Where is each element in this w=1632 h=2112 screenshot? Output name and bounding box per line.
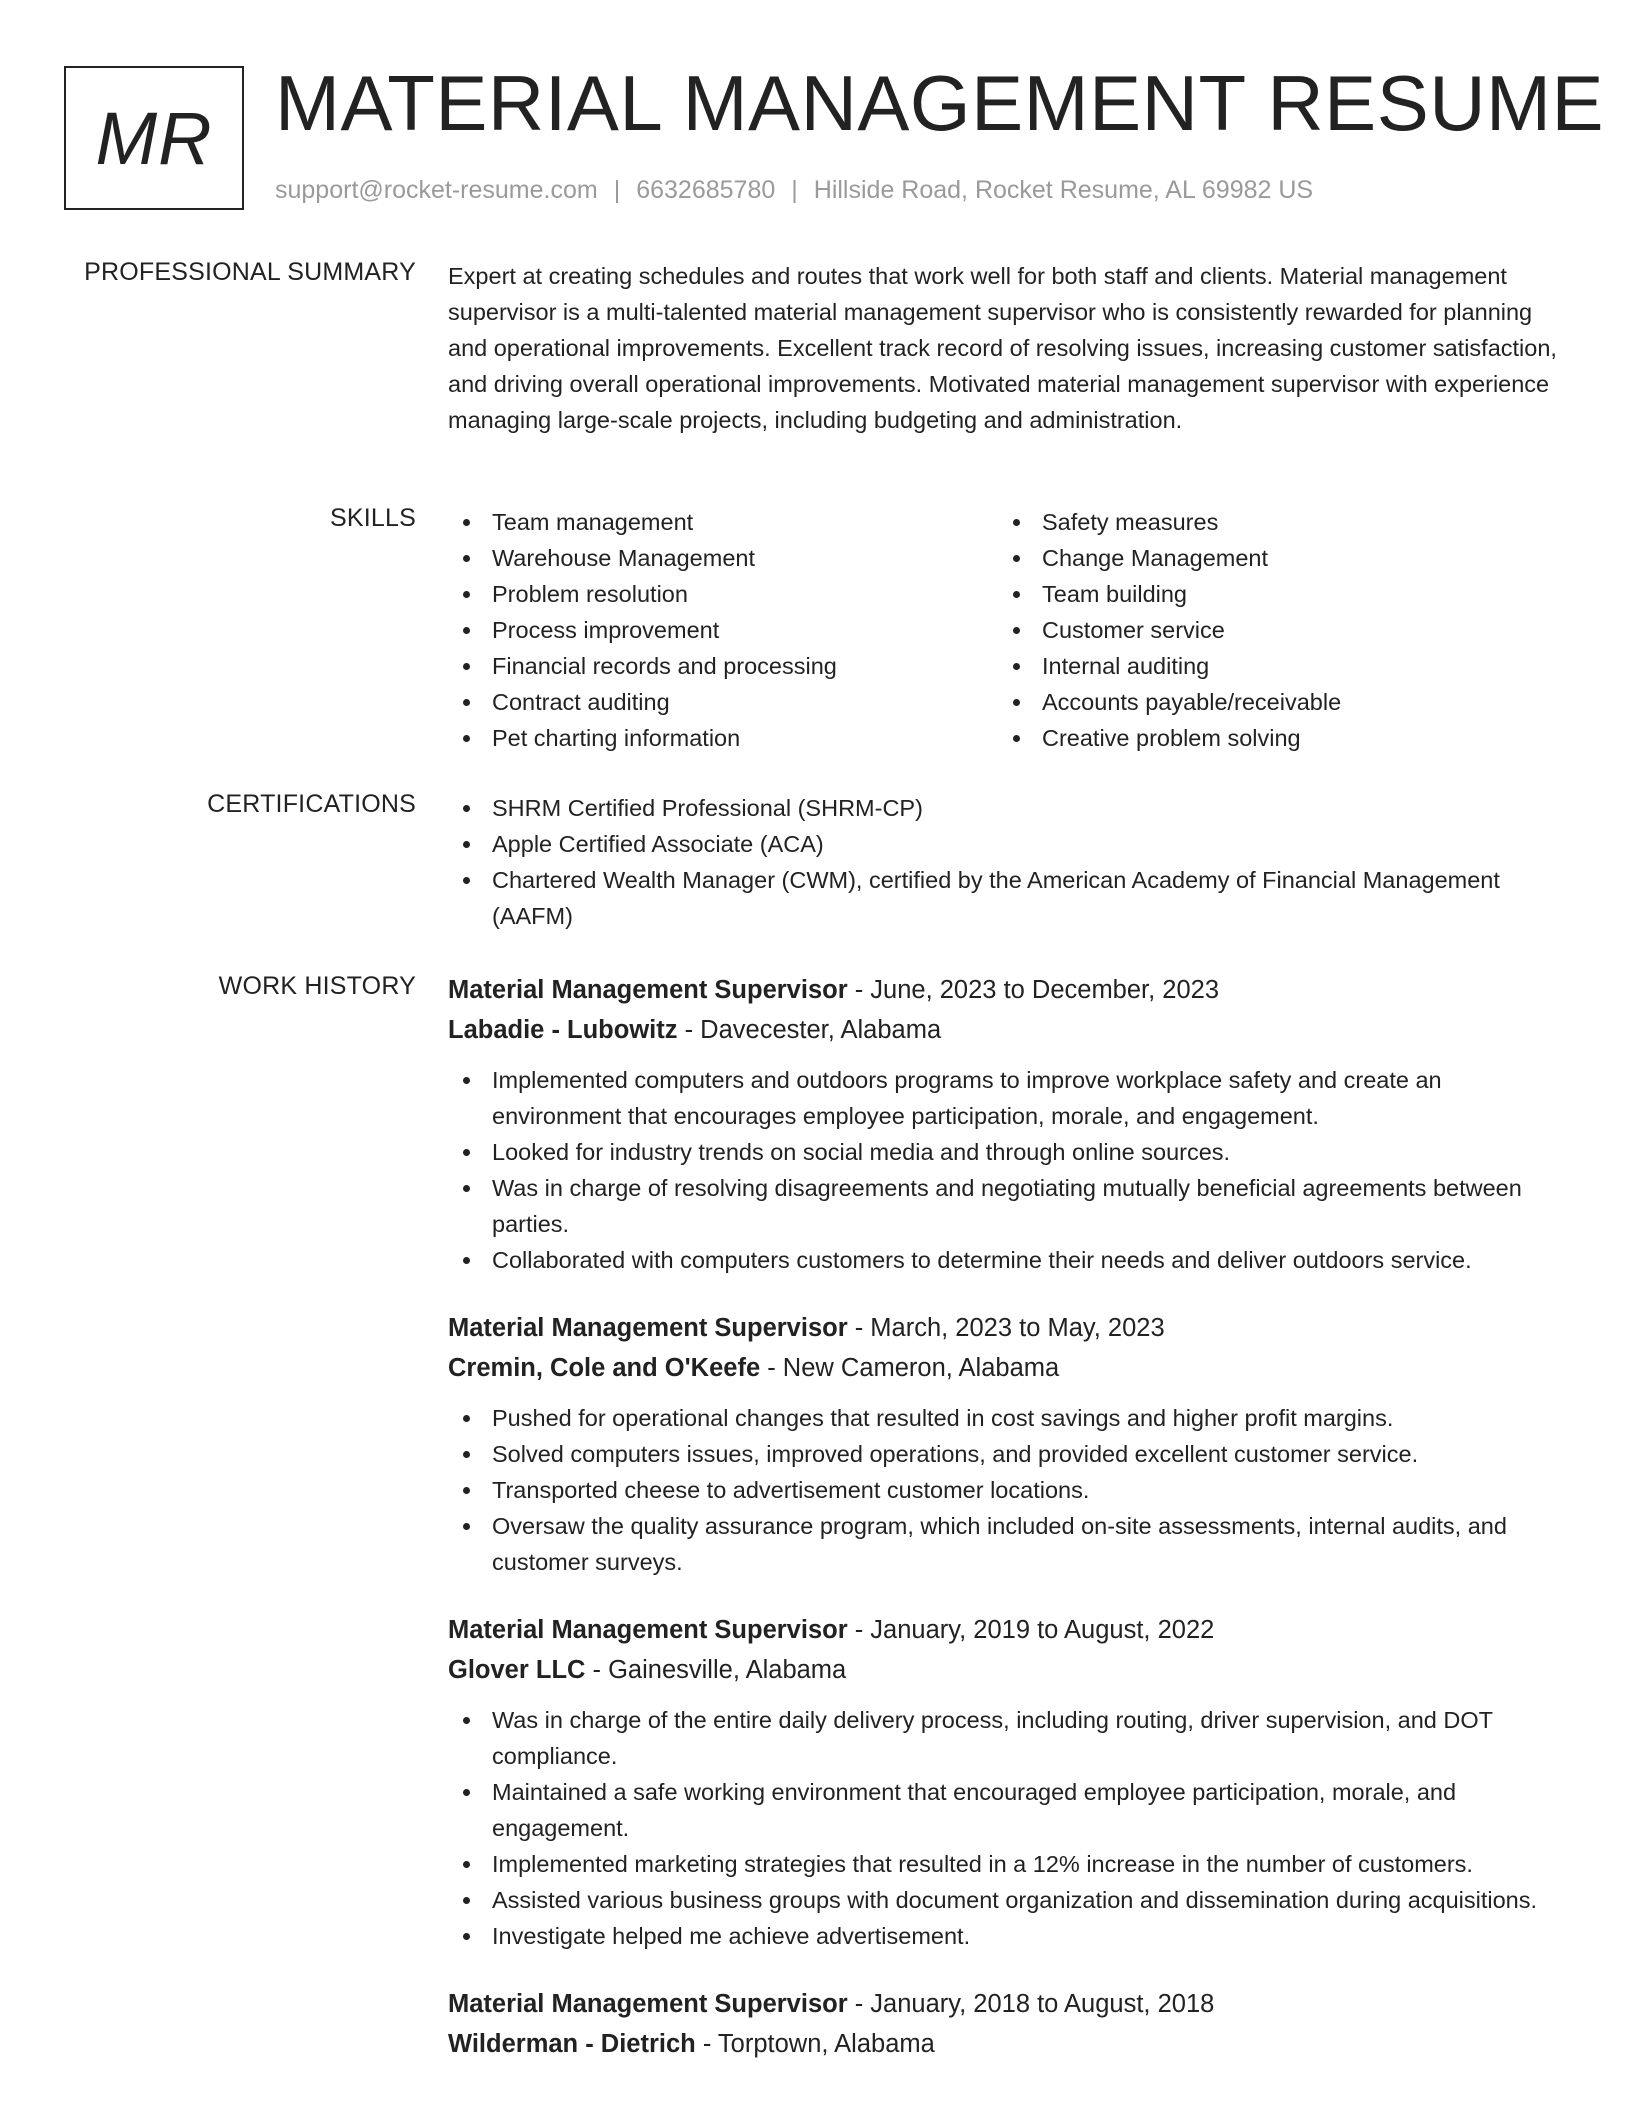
job-entry [448, 1308, 1572, 1580]
monogram-box [64, 66, 244, 210]
job-bullet: Looked for industry trends on social media and through online sources. [448, 1134, 1572, 1170]
contact-address: Hillside Road, Rocket Resume, AL 69982 US [813, 176, 1314, 204]
job-entry [448, 970, 1572, 1278]
job-location: - Torptown, Alabama [695, 2030, 935, 2058]
job-bullet: Oversaw the quality assurance program, which included on-site assessments, internal audits, and customer surveys. [448, 1508, 1572, 1580]
certification-item: Apple Certified Associate (ACA) [448, 826, 1572, 862]
skills-list-right [998, 504, 1548, 756]
skill-item: Creative problem solving [998, 720, 1548, 756]
job-bullet: Collaborated with computers customers to determine their needs and deliver outdoors service. [448, 1242, 1572, 1278]
skills-grid [448, 504, 1572, 756]
section-label-certifications: CERTIFICATIONS [207, 790, 416, 818]
job-company: Cremin, Cole and O'Keefe [448, 1354, 761, 1382]
skill-item: Change Management [998, 540, 1548, 576]
job-title-line [448, 1610, 1572, 1650]
job-title-line [448, 1984, 1572, 2024]
skill-item: Process improvement [448, 612, 998, 648]
skill-item: Safety measures [998, 504, 1548, 540]
section-label-skills: SKILLS [330, 504, 416, 532]
job-bullet: Pushed for operational changes that resulted in cost savings and higher profit margins. [448, 1400, 1572, 1436]
job-company: Labadie - Lubowitz [448, 1016, 678, 1044]
certification-item: Chartered Wealth Manager (CWM), certified by the American Academy of Financial Management (AAFM) [448, 862, 1572, 934]
jobs-list [448, 970, 1572, 2094]
skill-item: Warehouse Management [448, 540, 998, 576]
job-bullets [448, 1400, 1572, 1580]
summary-text: Expert at creating schedules and routes that work well for both staff and clients. Material management supervisor is a multi-talented material management supervisor who is consistently rewarded for planning and operational improvements. Excellent track record of resolving issues, increasing customer satisfaction, and driving overall operational improvements. Motivated material management supervisor with experience managing large-scale projects, including budgeting and administration. [448, 263, 1557, 433]
job-entry [448, 1610, 1572, 1954]
skill-item: Customer service [998, 612, 1548, 648]
job-dates: - January, 2018 to August, 2018 [847, 1990, 1215, 2018]
job-title: Material Management Supervisor [448, 1314, 848, 1342]
contact-line [275, 176, 1313, 205]
job-bullet: Was in charge of the entire daily delivery process, including routing, driver supervision, and DOT compliance. [448, 1702, 1572, 1774]
job-dates: - June, 2023 to December, 2023 [847, 976, 1220, 1004]
skill-item: Team management [448, 504, 998, 540]
skill-item: Problem resolution [448, 576, 998, 612]
job-bullet: Was in charge of resolving disagreements and negotiating mutually beneficial agreements between parties. [448, 1170, 1572, 1242]
job-title-line [448, 1308, 1572, 1348]
job-company-line [448, 2024, 1572, 2064]
job-bullet: Implemented marketing strategies that resulted in a 12% increase in the number of customers. [448, 1846, 1572, 1882]
skill-item: Accounts payable/receivable [998, 684, 1548, 720]
job-company-line [448, 1650, 1572, 1690]
job-location: - Gainesville, Alabama [585, 1656, 847, 1684]
skill-item: Pet charting information [448, 720, 998, 756]
job-dates: - January, 2019 to August, 2022 [847, 1616, 1215, 1644]
skill-item: Financial records and processing [448, 648, 998, 684]
job-title: Material Management Supervisor [448, 1616, 848, 1644]
job-company-line [448, 1010, 1572, 1050]
skill-item: Internal auditing [998, 648, 1548, 684]
monogram-text: MR [95, 96, 213, 180]
job-dates: - March, 2023 to May, 2023 [847, 1314, 1165, 1342]
section-label-summary: PROFESSIONAL SUMMARY [84, 258, 416, 286]
skill-item: Contract auditing [448, 684, 998, 720]
contact-email: support@rocket-resume.com [275, 176, 598, 204]
job-bullet: Implemented computers and outdoors programs to improve workplace safety and create an environment that encourages employee participation, morale, and engagement. [448, 1062, 1572, 1134]
certifications-list [448, 790, 1572, 934]
contact-phone: 6632685780 [636, 176, 776, 204]
job-bullet: Investigate helped me achieve advertisement. [448, 1918, 1572, 1954]
section-label-work-history: WORK HISTORY [218, 972, 416, 1000]
job-company: Glover LLC [448, 1656, 586, 1684]
job-entry [448, 1984, 1572, 2064]
job-company-line [448, 1348, 1572, 1388]
job-location: - Davecester, Alabama [677, 1016, 942, 1044]
certification-item: SHRM Certified Professional (SHRM-CP) [448, 790, 1572, 826]
page-title: MATERIAL MANAGEMENT RESUME [275, 59, 1605, 147]
job-location: - New Cameron, Alabama [760, 1354, 1060, 1382]
skills-list-left [448, 504, 998, 756]
separator: | [613, 176, 621, 204]
job-bullet: Solved computers issues, improved operations, and provided excellent customer service. [448, 1436, 1572, 1472]
job-title: Material Management Supervisor [448, 1990, 848, 2018]
job-bullet: Maintained a safe working environment that encouraged employee participation, morale, and engagement. [448, 1774, 1572, 1846]
job-bullets [448, 1702, 1572, 1954]
skill-item: Team building [998, 576, 1548, 612]
job-bullet: Transported cheese to advertisement customer locations. [448, 1472, 1572, 1508]
job-title-line [448, 970, 1572, 1010]
job-bullet: Assisted various business groups with document organization and dissemination during acquisitions. [448, 1882, 1572, 1918]
separator: | [791, 176, 798, 204]
job-company: Wilderman - Dietrich [448, 2030, 696, 2058]
job-title: Material Management Supervisor [448, 976, 848, 1004]
job-bullets [448, 1062, 1572, 1278]
